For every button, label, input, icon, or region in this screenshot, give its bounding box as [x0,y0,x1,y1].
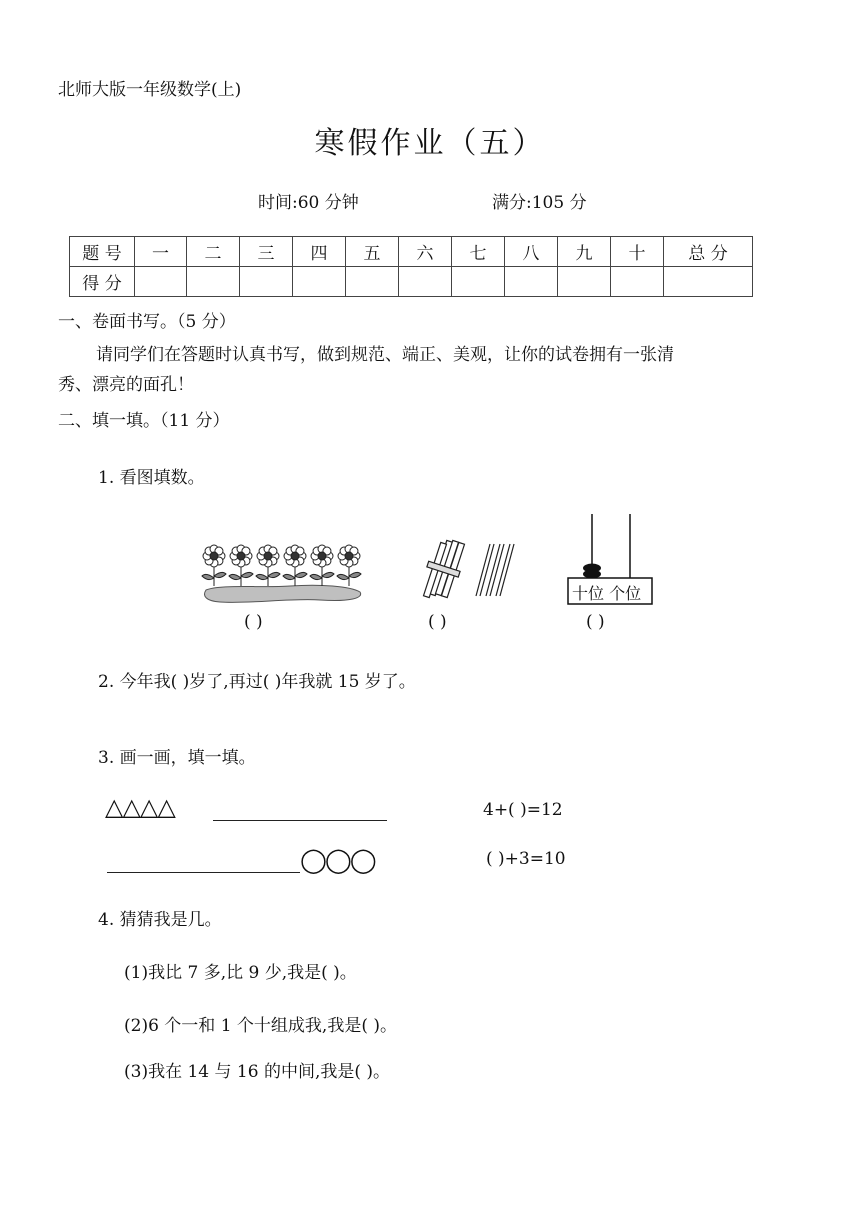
q4-item-3: (3)我在 14 与 16 的中间,我是( )。 [124,1062,391,1082]
score-cell[interactable] [505,267,558,297]
q3-equation-2: ( )+3=10 [486,849,566,869]
score-cell[interactable] [558,267,611,297]
section1-body-line2: 秀、漂亮的面孔！ [58,375,194,395]
col-header: 四 [293,237,346,267]
col-header: 八 [505,237,558,267]
score-cell[interactable] [611,267,664,297]
score-cell[interactable] [452,267,505,297]
flower-center [264,552,272,560]
q3-equation-1: 4+( )=12 [483,800,563,820]
col-header-total: 总 分 [664,237,753,267]
score-table [69,236,753,297]
q1-blank-sticks[interactable]: ( ) [428,612,447,632]
score-cell[interactable] [135,267,187,297]
score-cell[interactable] [187,267,240,297]
time-limit: 时间:60 分钟 [258,193,359,213]
score-cell[interactable] [293,267,346,297]
row-label-question: 题 号 [70,237,135,267]
q4-item-2: (2)6 个一和 1 个十组成我,我是( )。 [124,1016,397,1036]
flower-center [237,552,245,560]
col-header: 一 [135,237,187,267]
circles-answer-line[interactable] [107,872,300,873]
section1-body-line1: 请同学们在答题时认真书写，做到规范、端正、美观，让你的试卷拥有一张清 [96,345,674,365]
col-header: 七 [452,237,505,267]
full-score: 满分:105 分 [492,193,587,213]
triangles-row: △△△△ [105,793,175,821]
score-table-score-row [70,267,753,297]
q4-item-1: (1)我比 7 多,比 9 少,我是( )。 [124,963,357,983]
row-label-score: 得 分 [70,267,135,297]
series-label: 北师大版一年级数学(上) [58,80,242,100]
score-cell-total[interactable] [664,267,753,297]
q1-blank-flowers[interactable]: ( ) [244,612,263,632]
score-cell[interactable] [240,267,293,297]
flower-center [210,552,218,560]
col-header: 九 [558,237,611,267]
page-title: 寒假作业（五） [314,126,546,161]
abacus-place-labels: 十位 个位 [572,584,642,603]
q1-label: 1. 看图填数。 [98,468,205,488]
score-table-header-row [70,237,753,267]
col-header: 二 [187,237,240,267]
col-header: 六 [399,237,452,267]
flower-center [345,552,353,560]
q2-text: 2. 今年我( )岁了,再过( )年我就 15 岁了。 [98,672,416,692]
circles-row: ◯◯◯ [300,846,375,874]
section1-heading: 一、卷面书写。（5 分） [58,312,236,332]
flower-center [291,552,299,560]
flower-center [318,552,326,560]
col-header: 五 [346,237,399,267]
section2-heading: 二、填一填。（11 分） [58,411,230,431]
q1-blank-abacus[interactable]: ( ) [586,612,605,632]
triangles-answer-line[interactable] [213,820,387,821]
sticks-bundle-image [424,538,514,604]
q4-label: 4. 猜猜我是几。 [98,910,222,930]
q3-label: 3. 画一画，填一填。 [98,748,256,768]
score-cell[interactable] [346,267,399,297]
score-cell[interactable] [399,267,452,297]
col-header: 三 [240,237,293,267]
col-header: 十 [611,237,664,267]
flowers-image [200,540,366,606]
